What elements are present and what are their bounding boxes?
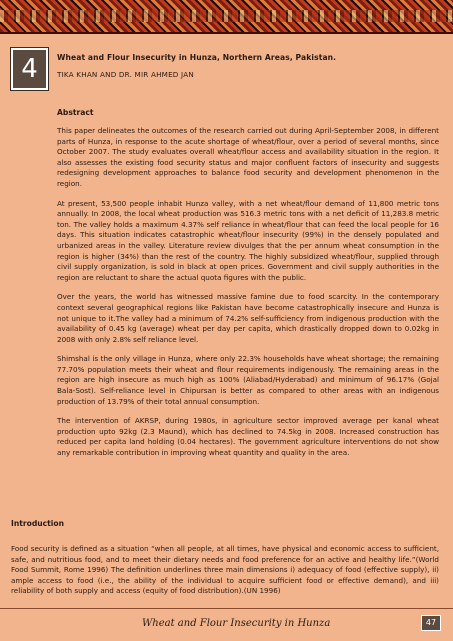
abstract-body (57, 126, 439, 468)
abstract-paragraph: Shimshal is the only village in Hunza, where only 22.3% households have wheat shortage; the remaining 77.70% population meets their wheat and flour requirements indigenously. The remaining areas in the region are high insecure as much high as 100% (Aliabad/Hyderabad) and minimum of 96.17% (Gojal Bala-Sost). Self-reliance level in Chipursan is better as compared to other areas with an indigenous production of 13.79% of their total annual consumption. (57, 354, 439, 406)
decorative-banner (0, 0, 453, 34)
page-number: 47 (421, 615, 441, 631)
paper-authors: TIKA KHAN AND DR. MIR AHMED JAN (57, 70, 194, 79)
paper-title: Wheat and Flour Insecurity in Hunza, Northern Areas, Pakistan. (57, 53, 337, 62)
abstract-paragraph: This paper delineates the outcomes of the research carried out during April-September 2008, in different parts of Hunza, in response to the acute shortage of wheat/flour, over a period of several months, since October 2007. The study evaluates overall wheat/flour access and availability situation in the region. It also assesses the existing food security status and major confluent factors of insecurity and suggests redesigning development approaches to balance food security and development phenomenon in the region. (57, 126, 439, 188)
introduction-heading: Introduction (11, 519, 65, 528)
introduction-paragraph: Food security is defined as a situation “when all people, at all times, have physical and economic access to sufficient, safe, and nutritious food, and to meet their dietary needs and food preference for an active and healthy life.”(World Food Summit, Rome 1996) The definition underlines three main dimensions i) adequacy of food (effective supply), ii) ample access to food (i.e., the ability of the individual to acquire sufficient food or effective demand), and iii) reliability of both supply and access (equity of food distribution).(UN 1996) (11, 544, 439, 596)
chapter-number-badge: 4 (11, 48, 48, 90)
running-title: Wheat and Flour Insecurity in Hunza (142, 618, 331, 629)
abstract-paragraph: Over the years, the world has witnessed massive famine due to food scarcity. In the contemporary context several geographical regions like Pakistan have become catastrophically insecure and Hunza is not unique to it.The valley had a minimum of 74.2% self-sufficiency from indigenous production with the availability of 0.45 kg (average) wheat per day per capita, which drastically dropped down to 0.02kg in 2008 with only 2.8% self reliance level. (57, 292, 439, 344)
abstract-heading: Abstract (57, 108, 94, 117)
abstract-paragraph: At present, 53,500 people inhabit Hunza valley, with a net wheat/flour demand of 11,800 metric tons annually. In 2008, the local wheat production was 516.3 metric tons with a net deficit of 11,283.8 metric ton. The valley holds a maximum 4.37% self reliance in wheat/flour that can feed the local people for 16 days. This situation indicates catastrophic wheat/flour insecurity (99%) in the densely populated and urbanized areas in the valley. Literature review divulges that the per annum wheat consumption in the region is higher (34%) than the rest of the country. The highly subsidized wheat/flour, supplied through civil supply organization, is sold in black at open prices. Government and civil supply authorities in the region are reluctant to share the actual quota figures with the public. (57, 198, 439, 282)
abstract-paragraph: The intervention of AKRSP, during 1980s, in agriculture sector improved average per kanal wheat production upto 92kg (2.3 Maund), which has declined to 74.5kg in 2008. Increased construction has reduced per capita land holding (0.04 hectares). The government agriculture interventions do not show any remarkable contribution in improving wheat quantity and quality in the area. (57, 416, 439, 458)
